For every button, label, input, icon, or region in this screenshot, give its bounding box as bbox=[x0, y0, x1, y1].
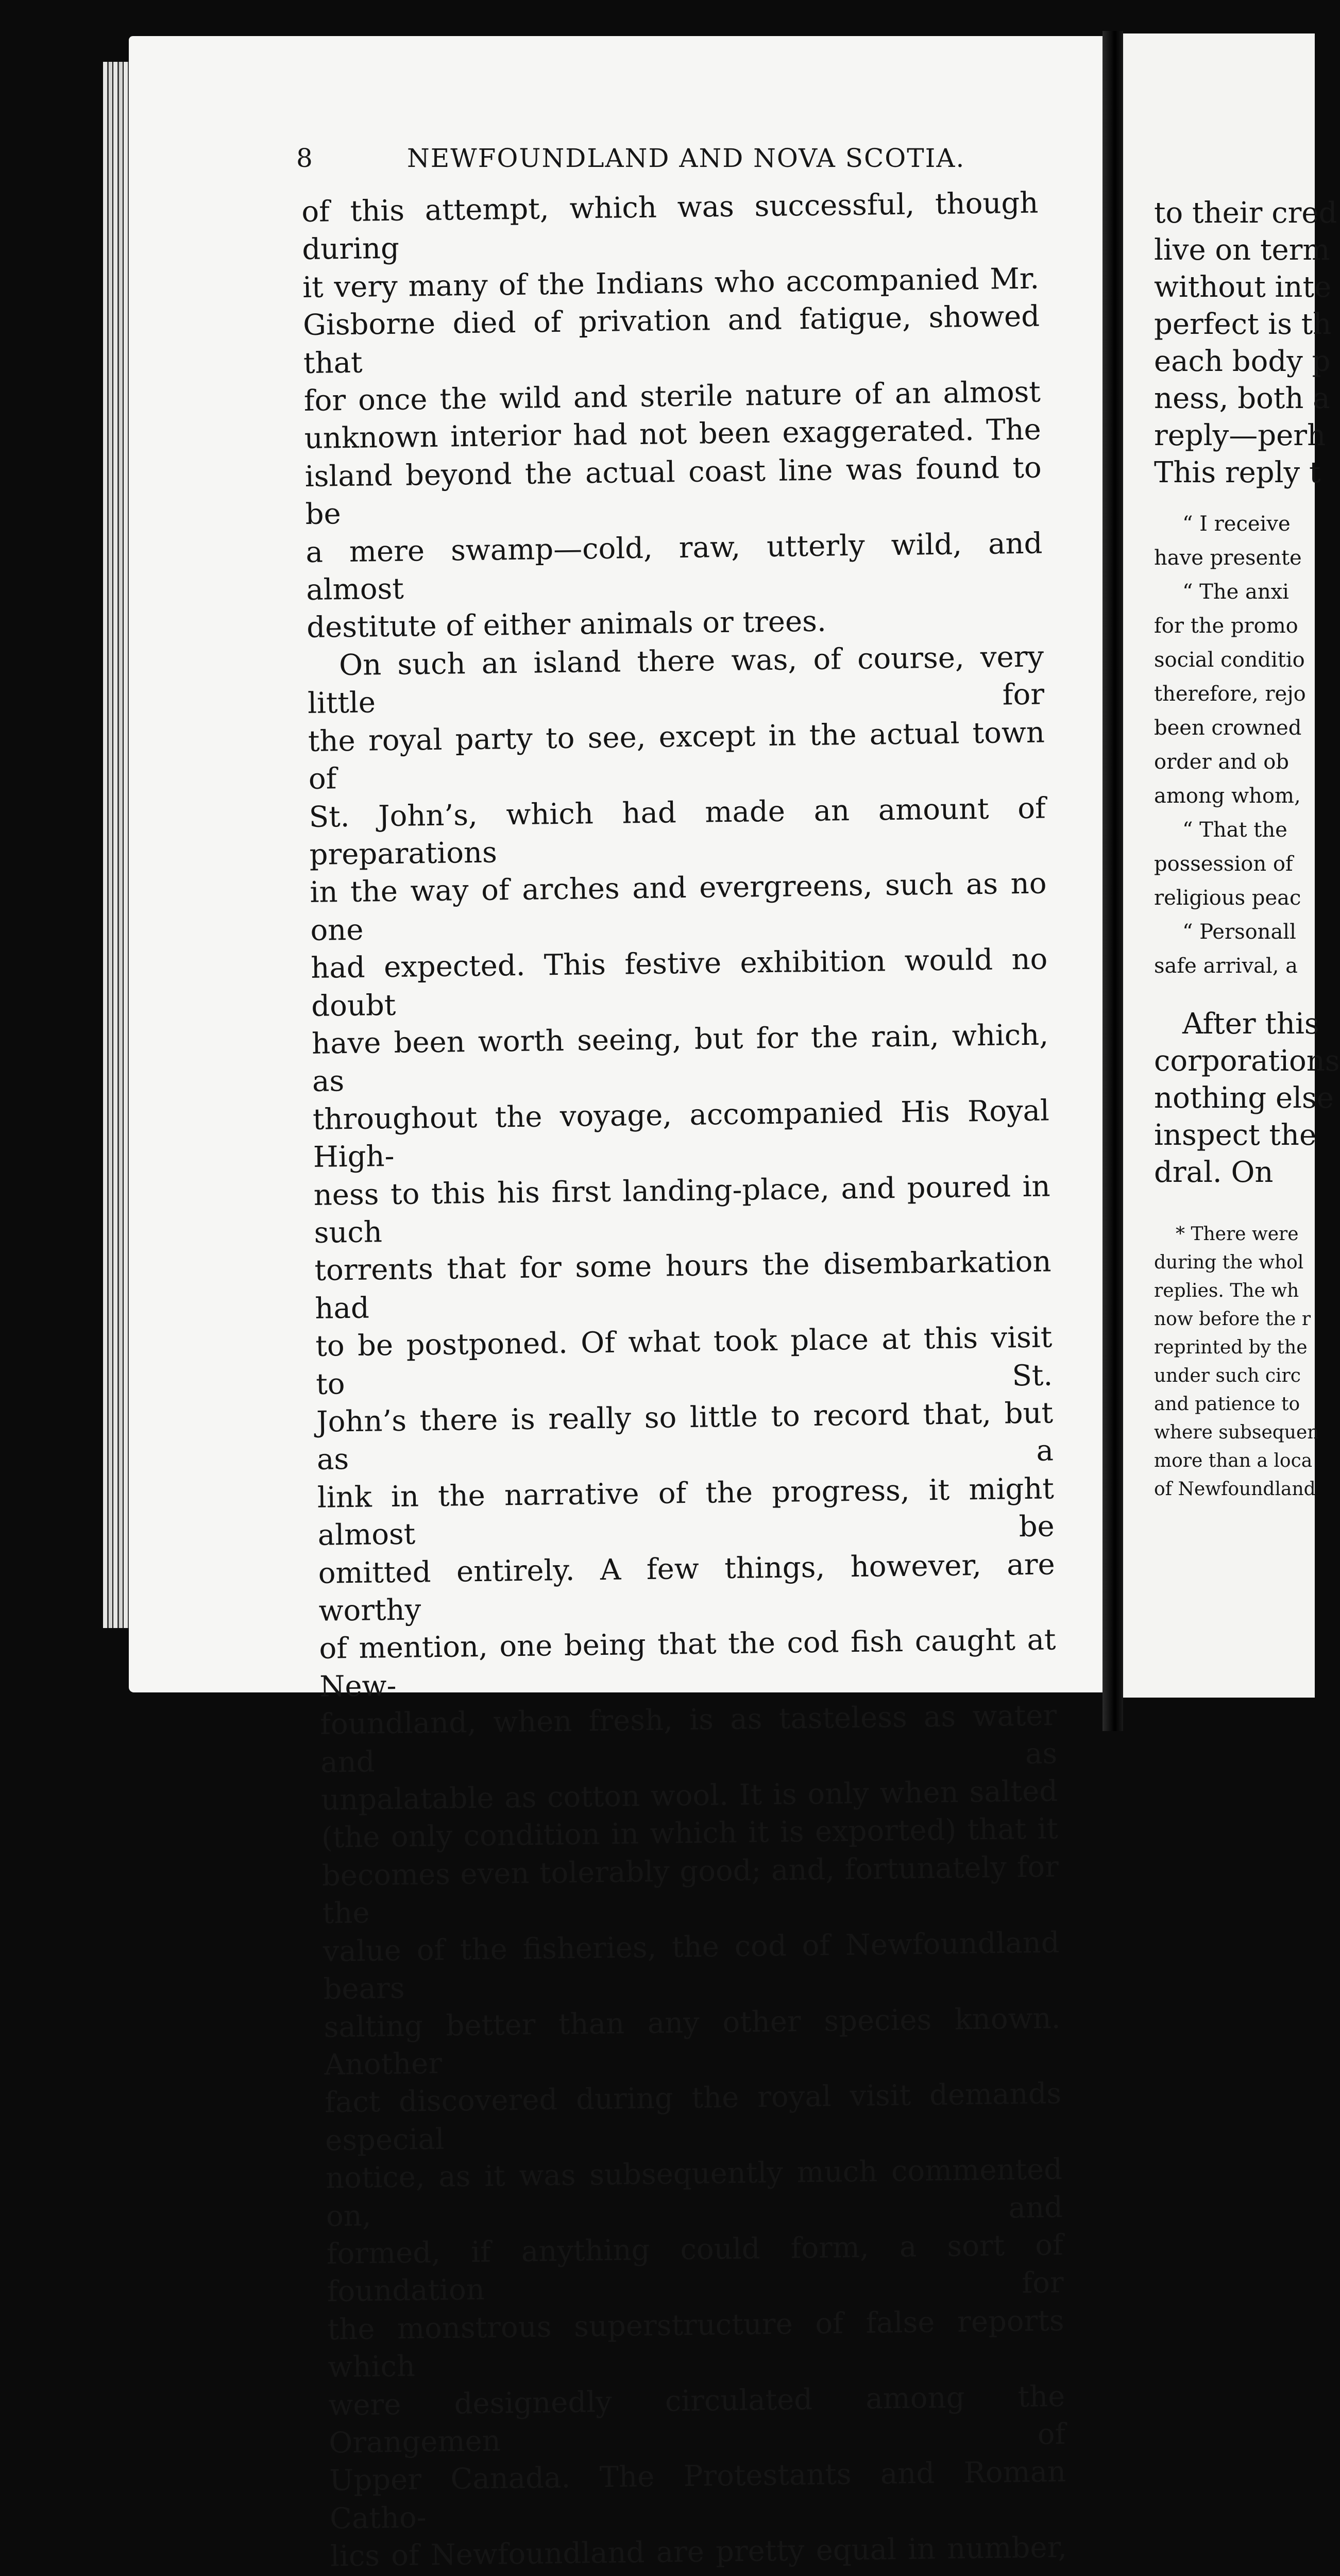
text-line: to their cred bbox=[1154, 196, 1337, 230]
text-line: formed, if anything could form, a sort of foundation for bbox=[326, 2228, 1064, 2309]
text-line: of Newfoundland bbox=[1154, 1479, 1316, 1500]
running-title: NEWFOUNDLAND AND NOVA SCOTIA. bbox=[407, 143, 965, 173]
text-line: John’s there is really so little to record that, but as a bbox=[316, 1396, 1054, 1477]
text-line: where subsequen bbox=[1154, 1422, 1319, 1443]
text-line: order and ob bbox=[1154, 750, 1289, 774]
text-line: in the way of arches and evergreens, such as no one bbox=[310, 867, 1047, 947]
text-line: island beyond the actual coast line was found to be bbox=[304, 451, 1042, 532]
text-line: and patience to bbox=[1154, 1394, 1300, 1415]
page-number: 8 bbox=[296, 143, 313, 173]
text-line: St. John’s, which had made an amount of preparations bbox=[309, 791, 1046, 872]
text-line: have been worth seeing, but for the rain, which, as bbox=[311, 1018, 1049, 1099]
text-line: Upper Canada. The Protestants and Roman Catho- bbox=[329, 2455, 1066, 2536]
text-line: the royal party to see, except in the actual town of bbox=[308, 716, 1045, 796]
text-line: corporations bbox=[1154, 1044, 1340, 1078]
text-line: without inte bbox=[1154, 270, 1332, 304]
text-line: nothing else bbox=[1154, 1081, 1334, 1115]
text-line: salting better than any other species known. Another bbox=[324, 2001, 1061, 2082]
text-line: torrents that for some hours the disembarkation had bbox=[314, 1245, 1051, 1326]
text-line: religious peac bbox=[1154, 886, 1301, 910]
text-line: each body p bbox=[1154, 345, 1331, 378]
text-line: more than a loca bbox=[1154, 1450, 1313, 1471]
text-line: inspect the bbox=[1154, 1118, 1317, 1152]
text-line: have presente bbox=[1154, 546, 1302, 570]
text-line: dral. On bbox=[1154, 1156, 1274, 1189]
text-line: during the whol bbox=[1154, 1252, 1304, 1273]
text-line: among whom, bbox=[1154, 784, 1301, 808]
text-line: the monstrous superstructure of false reports which bbox=[327, 2303, 1064, 2384]
right-footnote bbox=[1154, 1220, 1339, 1503]
text-line: After this bbox=[1182, 1007, 1319, 1041]
text-line: This reply t bbox=[1154, 456, 1321, 489]
text-line: social conditio bbox=[1154, 648, 1305, 672]
text-line: therefore, rejo bbox=[1154, 682, 1306, 706]
right-main-text bbox=[1154, 195, 1339, 492]
text-line: * There were bbox=[1176, 1224, 1299, 1245]
text-line: ness, both a bbox=[1154, 382, 1330, 415]
text-line: becomes even tolerably good; and, fortunately for the bbox=[321, 1850, 1059, 1931]
body-text bbox=[301, 184, 1067, 2576]
text-line: reply—perh bbox=[1154, 419, 1326, 452]
book-gutter bbox=[1102, 31, 1123, 1731]
text-line: fact discovered during the royal visit demands especial bbox=[324, 2077, 1062, 2158]
text-line: link in the narrative of the progress, it might almost be bbox=[317, 1472, 1055, 1553]
text-line: been crowned bbox=[1154, 716, 1302, 740]
text-line: replies. The wh bbox=[1154, 1280, 1299, 1301]
text-line: “ I receive bbox=[1182, 512, 1291, 536]
text-line: now before the r bbox=[1154, 1309, 1311, 1330]
text-line: (the only condition in which it is exported) that it bbox=[321, 1812, 1059, 1855]
text-line: of mention, one being that the cod fish caught at New- bbox=[319, 1623, 1056, 1704]
text-line: unknown interior had not been exaggerated. The bbox=[304, 413, 1042, 456]
text-line: omitted entirely. A few things, however, are worthy bbox=[318, 1547, 1056, 1628]
text-line: a mere swamp—cold, raw, utterly wild, and almost bbox=[306, 527, 1043, 607]
text-line: On such an island there was, of course, very little for bbox=[307, 640, 1045, 721]
text-line: live on term bbox=[1154, 233, 1330, 267]
text-line: of this attempt, which was successful, though during bbox=[301, 186, 1039, 267]
text-line: for the promo bbox=[1154, 614, 1298, 638]
text-line: perfect is th bbox=[1154, 308, 1332, 341]
text-line: ness to this his first landing-place, and poured in such bbox=[313, 1169, 1051, 1250]
text-line: foundland, when fresh, is as tasteless as water and as bbox=[319, 1699, 1058, 1780]
text-line: had expected. This festive exhibition would no doubt bbox=[310, 942, 1048, 1023]
text-line: Gisborne died of privation and fatigue, showed that bbox=[302, 299, 1040, 380]
text-line: “ Personall bbox=[1182, 920, 1296, 944]
text-line: under such circ bbox=[1154, 1365, 1301, 1386]
text-line: “ The anxi bbox=[1182, 580, 1289, 604]
text-line: were designedly circulated among the Orangemen of bbox=[328, 2379, 1066, 2460]
page-header bbox=[296, 143, 965, 184]
text-line: throughout the voyage, accompanied His Royal High- bbox=[312, 1094, 1050, 1175]
text-line: possession of bbox=[1154, 852, 1293, 876]
text-line: notice, as it was subsequently much commented on, and bbox=[325, 2153, 1063, 2233]
text-line: safe arrival, a bbox=[1154, 954, 1298, 978]
text-line: for once the wild and sterile nature of an almost bbox=[303, 375, 1041, 418]
right-page-text bbox=[1154, 195, 1339, 1503]
text-line: value of the fisheries, the cod of Newfoundland bears bbox=[323, 1925, 1060, 2006]
text-line: lics of Newfoundland are pretty equal in number, bbox=[330, 2531, 1067, 2573]
right-after-text bbox=[1154, 1006, 1339, 1191]
text-line: it very many of the Indians who accompanied Mr. bbox=[302, 262, 1040, 304]
text-line: destitute of either animals or trees. bbox=[306, 605, 827, 645]
text-line: unpalatable as cotton wool. It is only when salted bbox=[320, 1774, 1058, 1817]
text-line: “ That the bbox=[1182, 818, 1287, 842]
text-line: reprinted by the bbox=[1154, 1337, 1308, 1358]
text-line: to be postponed. Of what took place at this visit to St. bbox=[315, 1320, 1053, 1401]
right-quoted-reply bbox=[1154, 507, 1339, 983]
